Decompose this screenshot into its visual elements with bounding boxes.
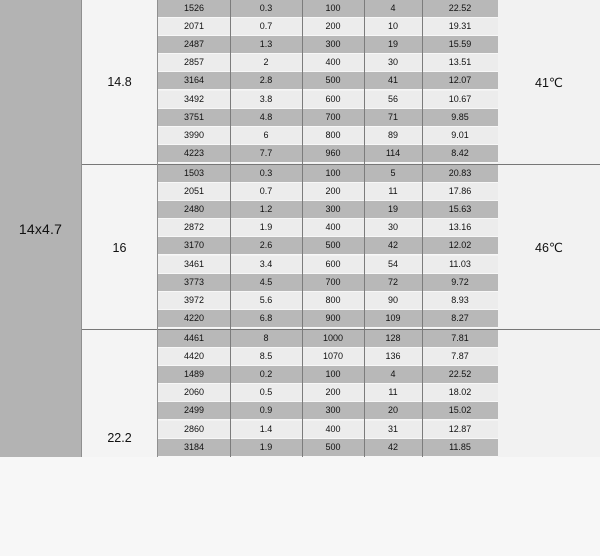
voltage-cell-1: 14.8 <box>107 75 132 89</box>
table-cell: 500 <box>325 240 341 251</box>
table-row <box>158 18 498 36</box>
table-cell: 7.81 <box>451 332 469 343</box>
table-row <box>158 330 498 348</box>
table-cell: 12.02 <box>448 240 472 251</box>
table-cell: 41 <box>387 75 398 86</box>
table-row <box>158 366 498 384</box>
table-cell: 700 <box>325 111 341 122</box>
table-cell: 42 <box>387 240 398 251</box>
group-separator <box>158 164 498 165</box>
temperature-cell-2: 46℃ <box>498 164 600 330</box>
table-cell: 300 <box>325 38 341 49</box>
table-cell: 19 <box>387 203 398 214</box>
table-cell: 17.86 <box>448 185 472 196</box>
table-row <box>158 145 498 163</box>
table-cell: 4461 <box>183 332 205 343</box>
table-cell: 2499 <box>183 405 205 416</box>
table-cell: 15.59 <box>448 38 472 49</box>
temperature-cell-1: 41℃ <box>535 75 563 90</box>
table-cell: 12.07 <box>448 75 472 86</box>
table-row <box>158 127 498 145</box>
table-cell: 20.83 <box>448 167 472 178</box>
table-cell: 8.42 <box>451 148 469 159</box>
table-cell: 4220 <box>183 313 205 324</box>
table-cell: 3751 <box>183 111 205 122</box>
table-cell: 90 <box>387 294 398 305</box>
table-cell: 2051 <box>183 185 205 196</box>
table-cell: 960 <box>325 148 341 159</box>
table-row <box>158 109 498 127</box>
table-cell: 22.52 <box>448 2 472 13</box>
table-cell: 11.03 <box>449 258 471 269</box>
size-column <box>0 0 82 457</box>
table-cell: 1070 <box>322 350 344 361</box>
table-cell: 3773 <box>183 276 205 287</box>
table-cell: 200 <box>325 20 341 31</box>
table-cell: 109 <box>385 313 401 324</box>
table-cell: 0.7 <box>259 20 273 31</box>
table-cell: 3492 <box>183 93 205 104</box>
column-divider <box>302 0 303 457</box>
table-cell: 13.16 <box>448 222 472 233</box>
table-cell: 128 <box>385 332 401 343</box>
table-cell: 600 <box>325 93 341 104</box>
table-cell: 13.51 <box>448 57 472 68</box>
table-cell: 54 <box>387 258 398 269</box>
table-cell: 30 <box>387 57 398 68</box>
table-cell: 1.9 <box>259 441 273 452</box>
group-separator <box>158 329 498 330</box>
voltage-cell-2: 16 <box>82 164 157 330</box>
table-row <box>158 384 498 402</box>
table-cell: 42 <box>387 441 398 452</box>
table-cell: 1.4 <box>259 423 273 434</box>
table-row <box>158 256 498 274</box>
voltage-column <box>82 0 157 457</box>
table-cell: 9.72 <box>451 276 469 287</box>
table-cell: 500 <box>325 75 341 86</box>
table-cell: 300 <box>325 405 341 416</box>
table-cell: 400 <box>325 222 341 233</box>
table-cell: 700 <box>325 276 341 287</box>
table-cell: 2860 <box>183 423 205 434</box>
table-cell: 500 <box>325 441 341 452</box>
table-cell: 5.6 <box>259 294 273 305</box>
table-row <box>158 201 498 219</box>
table-row <box>158 36 498 54</box>
temperature-column <box>498 0 600 457</box>
table-row <box>158 402 498 420</box>
table-cell: 4 <box>390 2 396 13</box>
table-cell: 3990 <box>183 129 205 140</box>
table-cell: 9.85 <box>451 111 469 122</box>
table-cell: 11 <box>388 185 398 196</box>
table-cell: 136 <box>385 350 401 361</box>
table-cell: 4.5 <box>259 276 273 287</box>
table-cell: 4 <box>390 368 396 379</box>
temperature-cell-3 <box>498 329 600 458</box>
table-cell: 2480 <box>183 203 205 214</box>
table-cell: 15.63 <box>448 203 472 214</box>
table-cell: 10 <box>387 20 398 31</box>
table-cell: 7.7 <box>259 148 273 159</box>
table-cell: 2487 <box>183 38 205 49</box>
table-cell: 3972 <box>183 294 205 305</box>
table-cell: 0.3 <box>259 167 273 178</box>
table-cell: 11 <box>388 387 398 398</box>
table-cell: 3.8 <box>259 93 273 104</box>
table-cell: 300 <box>325 203 341 214</box>
table-cell: 15.02 <box>448 405 472 416</box>
table-cell: 1.3 <box>259 38 273 49</box>
table-cell: 31 <box>387 423 398 434</box>
table-cell: 3.4 <box>259 258 273 269</box>
table-cell: 800 <box>325 294 341 305</box>
table-cell: 400 <box>325 423 341 434</box>
table-row <box>158 91 498 109</box>
table-cell: 2872 <box>183 222 205 233</box>
table-row <box>158 72 498 90</box>
table-cell: 200 <box>325 387 341 398</box>
column-divider <box>230 0 231 457</box>
table-cell: 8.27 <box>451 313 469 324</box>
table-cell: 10.67 <box>448 93 472 104</box>
table-cell: 200 <box>325 185 341 196</box>
table-cell: 100 <box>325 368 341 379</box>
table-row <box>158 183 498 201</box>
table-cell: 8 <box>263 332 269 343</box>
table-cell: 2060 <box>183 387 205 398</box>
table-cell: 3461 <box>183 258 205 269</box>
table-cell: 100 <box>325 2 341 13</box>
table-cell: 9.01 <box>451 129 469 140</box>
table-cell: 1.9 <box>259 222 273 233</box>
table-cell: 2857 <box>183 57 205 68</box>
table-row <box>158 54 498 72</box>
voltage-cell-3 <box>82 329 157 556</box>
table-cell: 1.2 <box>259 203 273 214</box>
table-cell: 0.3 <box>259 2 273 13</box>
table-cell: 71 <box>387 111 398 122</box>
table-cell: 19.31 <box>448 20 472 31</box>
voltage-cell-3-label: 22.2 <box>107 431 132 445</box>
table-row <box>158 348 498 366</box>
table-cell: 6.8 <box>259 313 273 324</box>
column-divider <box>422 0 423 457</box>
table-row <box>158 274 498 292</box>
table-cell: 600 <box>325 258 341 269</box>
table-cell: 100 <box>325 167 341 178</box>
table-cell: 56 <box>387 93 398 104</box>
table-row <box>158 292 498 310</box>
table-cell: 3184 <box>183 441 205 452</box>
table-row <box>158 439 498 457</box>
table-cell: 7.87 <box>451 350 469 361</box>
table-row <box>158 237 498 255</box>
table-cell: 18.02 <box>448 387 472 398</box>
table-cell: 8.93 <box>451 294 469 305</box>
table-row <box>158 165 498 183</box>
table-cell: 0.2 <box>259 368 273 379</box>
table-cell: 4.8 <box>259 111 273 122</box>
table-cell: 3170 <box>183 240 205 251</box>
table-cell: 2.6 <box>259 240 273 251</box>
table-cell: 1503 <box>183 167 205 178</box>
size-label: 14x4.7 <box>18 220 63 237</box>
table-row <box>158 310 498 328</box>
table-cell: 2 <box>263 57 269 68</box>
table-row <box>158 219 498 237</box>
table-cell: 1489 <box>183 368 205 379</box>
table-cell: 4223 <box>183 148 205 159</box>
table-cell: 11.85 <box>449 441 471 452</box>
table-cell: 0.9 <box>259 405 273 416</box>
table-cell: 5 <box>390 167 396 178</box>
table-cell: 20 <box>387 405 398 416</box>
table-cell: 19 <box>387 38 398 49</box>
table-cell: 2071 <box>183 20 205 31</box>
table-cell: 800 <box>325 129 341 140</box>
table-cell: 89 <box>387 129 398 140</box>
table-cell: 2.8 <box>259 75 273 86</box>
table-cell: 0.5 <box>259 387 273 398</box>
table-cell: 900 <box>325 313 341 324</box>
table-cell: 1000 <box>322 332 344 343</box>
column-divider <box>364 0 365 457</box>
table-cell: 400 <box>325 57 341 68</box>
table-cell: 4420 <box>183 350 205 361</box>
table-cell: 22.52 <box>448 368 472 379</box>
table-cell: 3164 <box>183 75 205 86</box>
table-cell: 1526 <box>183 2 205 13</box>
table-cell: 0.7 <box>259 185 273 196</box>
table-cell: 72 <box>387 276 398 287</box>
table-cell: 8.5 <box>259 350 273 361</box>
data-table <box>157 0 499 457</box>
table-cell: 114 <box>385 148 401 159</box>
table-cell: 30 <box>387 222 398 233</box>
table-row <box>158 0 498 18</box>
table-row <box>158 421 498 439</box>
table-cell: 12.87 <box>448 423 472 434</box>
table-cell: 6 <box>263 129 269 140</box>
